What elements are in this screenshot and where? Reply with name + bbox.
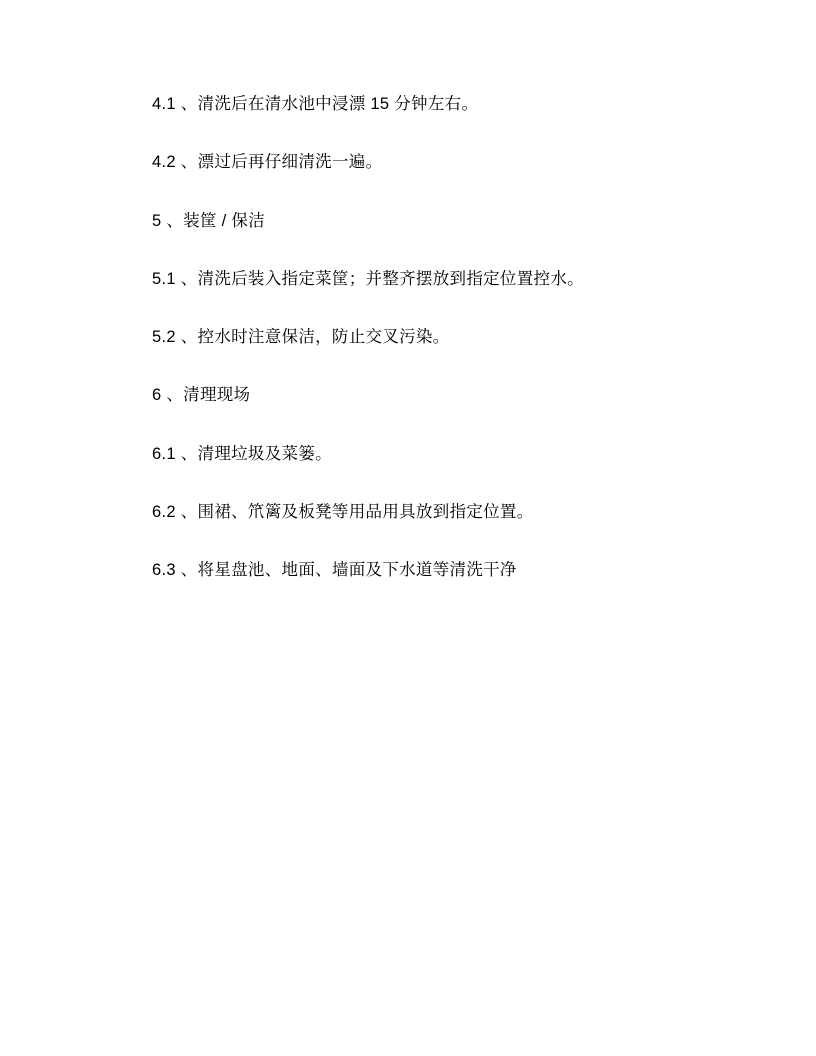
paragraph-5-1: 5.1 、清洗后装入指定菜筐；并整齐摆放到指定位置控水。 [152,269,584,288]
paragraph-5-2: 5.2 、控水时注意保洁，防止交叉污染。 [152,328,450,346]
paragraph-6-2: 6.2 、围裙、笊篱及板凳等用品用具放到指定位置。 [152,502,534,521]
paragraph-4-1: 4.1 、清洗后在清水池中浸漂 15 分钟左右。 [152,95,479,113]
section-heading-6: 6 、清理现场 [152,386,251,405]
section-heading-5: 5 、装筐 / 保洁 [152,211,266,230]
paragraph-6-1: 6.1 、清理垃圾及菜篓。 [152,444,332,463]
document-body [152,92,698,583]
paragraph-6-3: 6.3 、将星盘池、地面、墙面及下水道等清洗干净 [152,561,517,579]
paragraph-4-2: 4.2 、漂过后再仔细清洗一遍。 [152,153,383,172]
